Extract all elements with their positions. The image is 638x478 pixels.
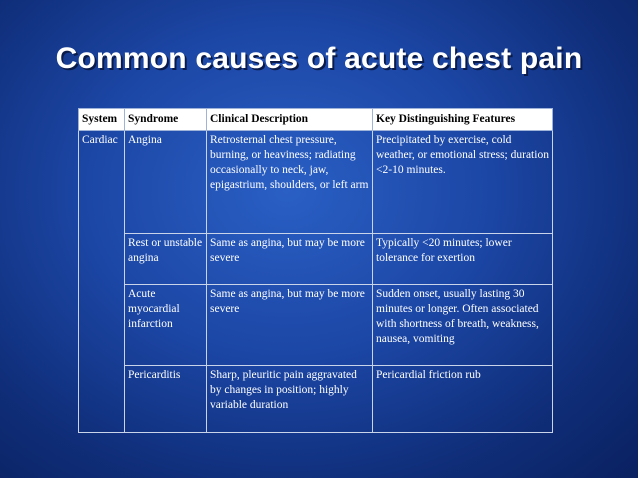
header-key-features: Key Distinguishing Features: [373, 109, 553, 131]
table-row: [79, 131, 553, 234]
description-cell: Same as angina, but may be more severe: [207, 285, 373, 366]
system-cell-empty: [79, 366, 125, 433]
header-syndrome: Syndrome: [125, 109, 207, 131]
table-header-row: [79, 109, 553, 131]
chest-pain-table: [78, 108, 553, 433]
system-cell-empty: [79, 285, 125, 366]
syndrome-cell: Angina: [125, 131, 207, 234]
features-cell: Typically <20 minutes; lower tolerance for exertion: [373, 234, 553, 285]
description-cell: Retrosternal chest pressure, burning, or heaviness; radiating occasionally to neck, jaw, epigastrium, shoulders, or left arm: [207, 131, 373, 234]
system-cell-empty: [79, 234, 125, 285]
syndrome-cell: Pericarditis: [125, 366, 207, 433]
table-row: [79, 285, 553, 366]
table-row: [79, 366, 553, 433]
header-system: System: [79, 109, 125, 131]
description-cell: Same as angina, but may be more severe: [207, 234, 373, 285]
features-cell: Sudden onset, usually lasting 30 minutes or longer. Often associated with shortness of breath, weakness, nausea, vomiting: [373, 285, 553, 366]
features-cell: Pericardial friction rub: [373, 366, 553, 433]
description-cell: Sharp, pleuritic pain aggravated by changes in position; highly variable duration: [207, 366, 373, 433]
table-row: [79, 234, 553, 285]
slide-title: Common causes of acute chest pain: [55, 42, 583, 75]
features-cell: Precipitated by exercise, cold weather, or emotional stress; duration <2-10 minutes.: [373, 131, 553, 234]
header-clinical-description: Clinical Description: [207, 109, 373, 131]
syndrome-cell: Rest or unstable angina: [125, 234, 207, 285]
system-cell: Cardiac: [79, 131, 125, 234]
syndrome-cell: Acute myocardial infarction: [125, 285, 207, 366]
